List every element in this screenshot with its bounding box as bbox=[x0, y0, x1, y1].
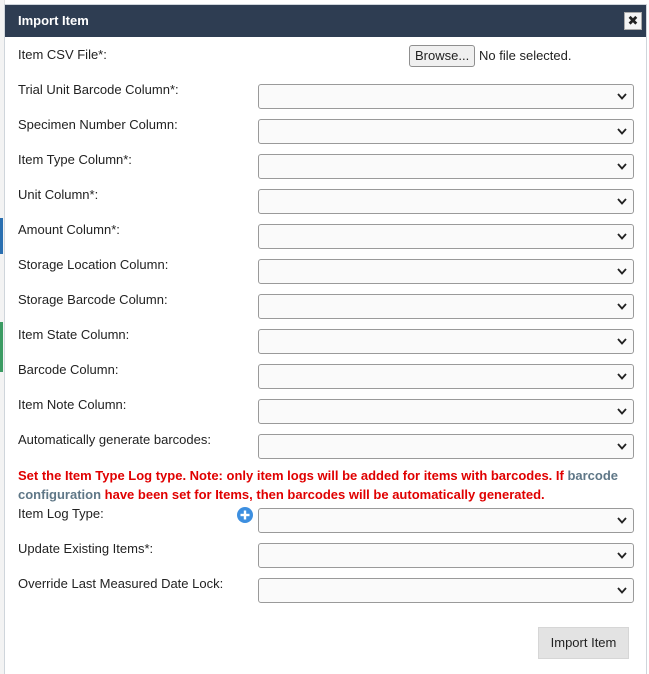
chevron-down-icon bbox=[617, 92, 627, 101]
amount-column-select[interactable] bbox=[258, 224, 634, 249]
unit-column-label: Unit Column*: bbox=[18, 187, 99, 202]
item-note-column-select[interactable] bbox=[258, 399, 634, 424]
item-log-type-label: Item Log Type: bbox=[18, 506, 104, 521]
update-existing-items-label: Update Existing Items*: bbox=[18, 541, 154, 556]
chevron-down-icon bbox=[617, 407, 627, 416]
auto-generate-barcodes-label: Automatically generate barcodes: bbox=[18, 432, 211, 447]
specimen-number-column-label: Specimen Number Column: bbox=[18, 117, 178, 132]
amount-column-label: Amount Column*: bbox=[18, 222, 120, 237]
auto-generate-barcodes-row bbox=[5, 432, 646, 462]
chevron-down-icon bbox=[617, 302, 627, 311]
item-csv-file-label: Item CSV File*: bbox=[18, 47, 107, 62]
storage-barcode-column-label: Storage Barcode Column: bbox=[18, 292, 168, 307]
amount-column-row bbox=[5, 222, 646, 252]
override-last-measured-date-lock-row bbox=[5, 576, 646, 606]
dialog-title: Import Item bbox=[18, 13, 89, 28]
storage-barcode-column-select[interactable] bbox=[258, 294, 634, 319]
close-button[interactable] bbox=[624, 12, 642, 30]
item-note-column-label: Item Note Column: bbox=[18, 397, 127, 412]
import-item-button[interactable]: Import Item bbox=[538, 627, 629, 659]
specimen-number-column-row bbox=[5, 117, 646, 147]
chevron-down-icon bbox=[617, 551, 627, 560]
chevron-down-icon bbox=[617, 232, 627, 241]
update-existing-items-select[interactable] bbox=[258, 543, 634, 568]
unit-column-row bbox=[5, 187, 646, 217]
auto-generate-barcodes-select[interactable] bbox=[258, 434, 634, 459]
item-note-column-row bbox=[5, 397, 646, 427]
chevron-down-icon bbox=[617, 586, 627, 595]
chevron-down-icon bbox=[617, 127, 627, 136]
trial-unit-barcode-column-select[interactable] bbox=[258, 84, 634, 109]
background-accent-green bbox=[0, 322, 3, 372]
item-state-column-select[interactable] bbox=[258, 329, 634, 354]
override-last-measured-date-lock-select[interactable] bbox=[258, 578, 634, 603]
storage-location-column-select[interactable] bbox=[258, 259, 634, 284]
close-icon: ✖ bbox=[627, 13, 639, 28]
barcode-column-select[interactable] bbox=[258, 364, 634, 389]
item-type-column-label: Item Type Column*: bbox=[18, 152, 132, 167]
update-existing-items-row bbox=[5, 541, 646, 571]
storage-barcode-column-row bbox=[5, 292, 646, 322]
background-accent-blue bbox=[0, 218, 3, 254]
specimen-number-column-select[interactable] bbox=[258, 119, 634, 144]
item-state-column-label: Item State Column: bbox=[18, 327, 130, 342]
chevron-down-icon bbox=[617, 372, 627, 381]
chevron-down-icon bbox=[617, 267, 627, 276]
chevron-down-icon bbox=[617, 197, 627, 206]
override-last-measured-date-lock-label: Override Last Measured Date Lock: bbox=[18, 576, 224, 591]
storage-location-column-label: Storage Location Column: bbox=[18, 257, 169, 272]
trial-unit-barcode-column-row bbox=[5, 82, 646, 112]
storage-location-column-row bbox=[5, 257, 646, 287]
unit-column-select[interactable] bbox=[258, 189, 634, 214]
plus-circle-icon[interactable] bbox=[237, 507, 253, 523]
item-log-type-note: Set the Item Type Log type. Note: only item logs will be added for items with barcodes. If barcode configuration have been set for Items, then barcodes will be automatically generated. bbox=[18, 468, 619, 502]
file-status-text: No file selected. bbox=[479, 48, 572, 63]
import-item-dialog bbox=[4, 4, 647, 674]
chevron-down-icon bbox=[617, 516, 627, 525]
chevron-down-icon bbox=[617, 442, 627, 451]
dialog-titlebar bbox=[5, 5, 646, 37]
item-type-column-select[interactable] bbox=[258, 154, 634, 179]
item-type-column-row bbox=[5, 152, 646, 182]
chevron-down-icon bbox=[617, 337, 627, 346]
browse-button[interactable]: Browse... bbox=[409, 45, 475, 67]
barcode-column-label: Barcode Column: bbox=[18, 362, 119, 377]
barcode-column-row bbox=[5, 362, 646, 392]
item-log-type-select[interactable] bbox=[258, 508, 634, 533]
chevron-down-icon bbox=[617, 162, 627, 171]
item-log-type-row bbox=[5, 506, 646, 536]
barcode-configuration-link[interactable]: barcode configuration bbox=[18, 468, 619, 502]
trial-unit-barcode-column-label: Trial Unit Barcode Column*: bbox=[18, 82, 179, 97]
item-state-column-row bbox=[5, 327, 646, 357]
